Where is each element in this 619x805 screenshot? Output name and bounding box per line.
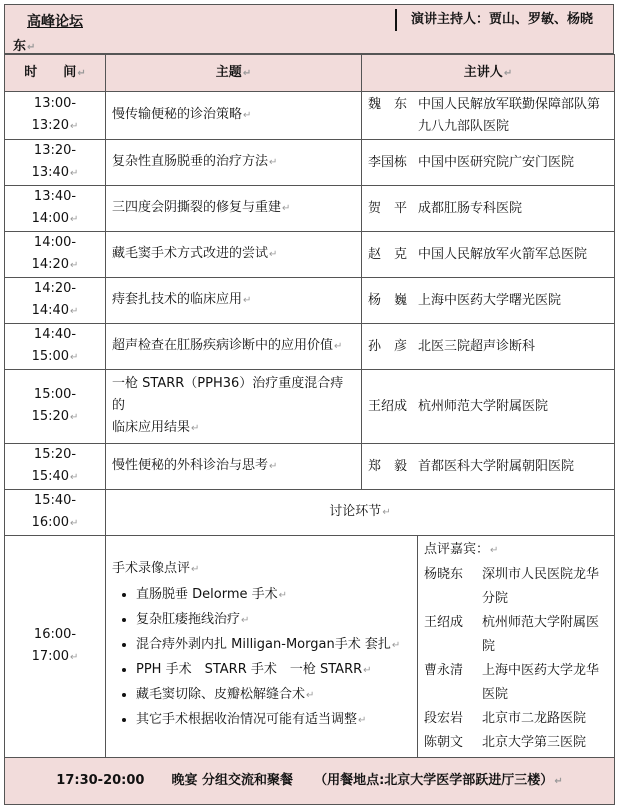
list-item: • 直肠脱垂 Delorme 手术↵ <box>136 583 411 608</box>
session-speaker <box>362 186 615 232</box>
speaker-name: 贺 平 <box>368 200 408 216</box>
column-topic: 主题↵ <box>106 55 362 92</box>
session-topic: 慢性便秘的外科诊治与思考↵ <box>106 444 362 490</box>
table-row <box>5 278 615 324</box>
column-header-row <box>5 55 615 92</box>
speaker-name: 魏 东 <box>368 96 408 112</box>
table-row <box>5 324 615 370</box>
speaker-name: 郑 毅 <box>368 458 408 474</box>
speaker-org: 中国人民解放军火箭军总医院 <box>418 246 588 262</box>
dinner-location: （用餐地点:北京大学医学部跃进厅三楼） <box>314 772 554 788</box>
review-guests <box>417 536 614 757</box>
session-speaker <box>362 370 615 444</box>
list-item: • 其它手术根据收治情况可能有适当调整↵ <box>136 708 411 733</box>
session-speaker <box>362 92 615 140</box>
speaker-org: 成都肛肠专科医院 <box>418 200 523 216</box>
list-item: • 复杂肛瘘拖线治疗↵ <box>136 608 411 633</box>
video-review-row <box>5 536 615 758</box>
dinner-text: 晚宴 分组交流和聚餐 <box>171 772 294 788</box>
speaker-name: 杨 巍 <box>368 292 408 308</box>
session-speaker <box>362 140 615 186</box>
session-topic: 慢传输便秘的诊治策略↵ <box>106 92 362 140</box>
guest-item: 曹永清 上海中医药大学龙华医院 <box>424 663 600 702</box>
session-speaker <box>362 278 615 324</box>
speaker-name: 孙 彦 <box>368 338 408 354</box>
table-row <box>5 232 615 278</box>
speaker-org: 中国中医研究院广安门医院 <box>418 154 575 170</box>
session-topic: 超声检查在肛肠疾病诊断中的应用价值↵ <box>106 324 362 370</box>
dinner-time: 17:30-20:00 <box>56 772 145 788</box>
table-row <box>5 92 615 140</box>
forum-header <box>4 4 614 54</box>
schedule-page <box>4 4 614 805</box>
session-time: 13:20-13:40↵ <box>5 140 106 186</box>
column-time: 时 间↵ <box>5 55 106 92</box>
table-row <box>5 186 615 232</box>
dinner-row <box>5 758 615 805</box>
session-time: 14:20-14:40↵ <box>5 278 106 324</box>
schedule-table <box>4 54 615 805</box>
dinner-info: 17:30-20:00 晚宴 分组交流和聚餐 （用餐地点:北京大学医学部跃进厅三楼）↵ <box>5 758 615 805</box>
speaker-name: 赵 克 <box>368 246 408 262</box>
session-topic: 三四度会阴撕裂的修复与重建↵ <box>106 186 362 232</box>
speaker-org: 中国人民解放军联勤保障部队第九八九部队医院 <box>418 96 601 134</box>
table-row <box>5 444 615 490</box>
list-item: • 混合痔外剥内扎 Milligan-Morgan手术 套扎↵ <box>136 633 411 658</box>
session-time: 13:40-14:00↵ <box>5 186 106 232</box>
speaker-org: 上海中医药大学曙光医院 <box>418 292 562 308</box>
session-topic: 藏毛窦手术方式改进的尝试↵ <box>106 232 362 278</box>
list-item: • 藏毛窦切除、皮瓣松解缝合术↵ <box>136 683 411 708</box>
speaker-name: 王绍成 <box>368 398 408 414</box>
speaker-org: 首都医科大学附属朝阳医院 <box>418 458 575 474</box>
host-names: 贾山、罗敏、杨晓 <box>489 12 594 27</box>
session-time: 15:00-15:20↵ <box>5 370 106 444</box>
session-time: 14:40-15:00↵ <box>5 324 106 370</box>
video-topics <box>106 536 417 757</box>
host-line <box>395 9 593 31</box>
session-speaker <box>362 324 615 370</box>
video-topic-list <box>112 583 411 733</box>
forum-title: 高峰论坛 <box>27 14 83 30</box>
table-row <box>5 140 615 186</box>
session-time: 15:40-16:00↵ <box>5 490 106 536</box>
guest-item: 杨晓东 深圳市人民医院龙华分院 <box>424 567 600 606</box>
speaker-org: 北医三院超声诊断科 <box>418 338 536 354</box>
guests-label: 点评嘉宾：↵ <box>424 542 499 557</box>
session-time: 13:00-13:20↵ <box>5 92 106 140</box>
speaker-org: 杭州师范大学附属医院 <box>418 398 549 414</box>
guest-item: 段宏岩 北京市二龙路医院 <box>424 711 587 726</box>
session-topic: 痔套扎技术的临床应用↵ <box>106 278 362 324</box>
list-item: • PPH 手术 STARR 手术 一枪 STARR↵ <box>136 658 411 683</box>
session-speaker <box>362 444 615 490</box>
session-time: 15:20-15:40↵ <box>5 444 106 490</box>
discussion-label: 讨论环节↵ <box>106 490 615 536</box>
discussion-row <box>5 490 615 536</box>
session-topic: 一枪 STARR（PPH36）治疗重度混合痔的 临床应用结果↵ <box>106 370 362 444</box>
session-speaker <box>362 232 615 278</box>
table-row <box>5 370 615 444</box>
guest-item: 陈朝文 北京大学第三医院 <box>424 735 587 750</box>
video-title: 手术录像点评↵ <box>112 561 200 576</box>
column-speaker: 主讲人↵ <box>362 55 615 92</box>
session-time: 16:00-17:00↵ <box>5 536 106 758</box>
host-names-continued: 东↵ <box>13 39 36 54</box>
guest-item: 王绍成 杭州师范大学附属医院 <box>424 615 600 654</box>
session-topic: 复杂性直肠脱垂的治疗方法↵ <box>106 140 362 186</box>
speaker-name: 李国栋 <box>368 154 408 170</box>
session-time: 14:00-14:20↵ <box>5 232 106 278</box>
host-label: 演讲主持人： <box>411 12 490 27</box>
